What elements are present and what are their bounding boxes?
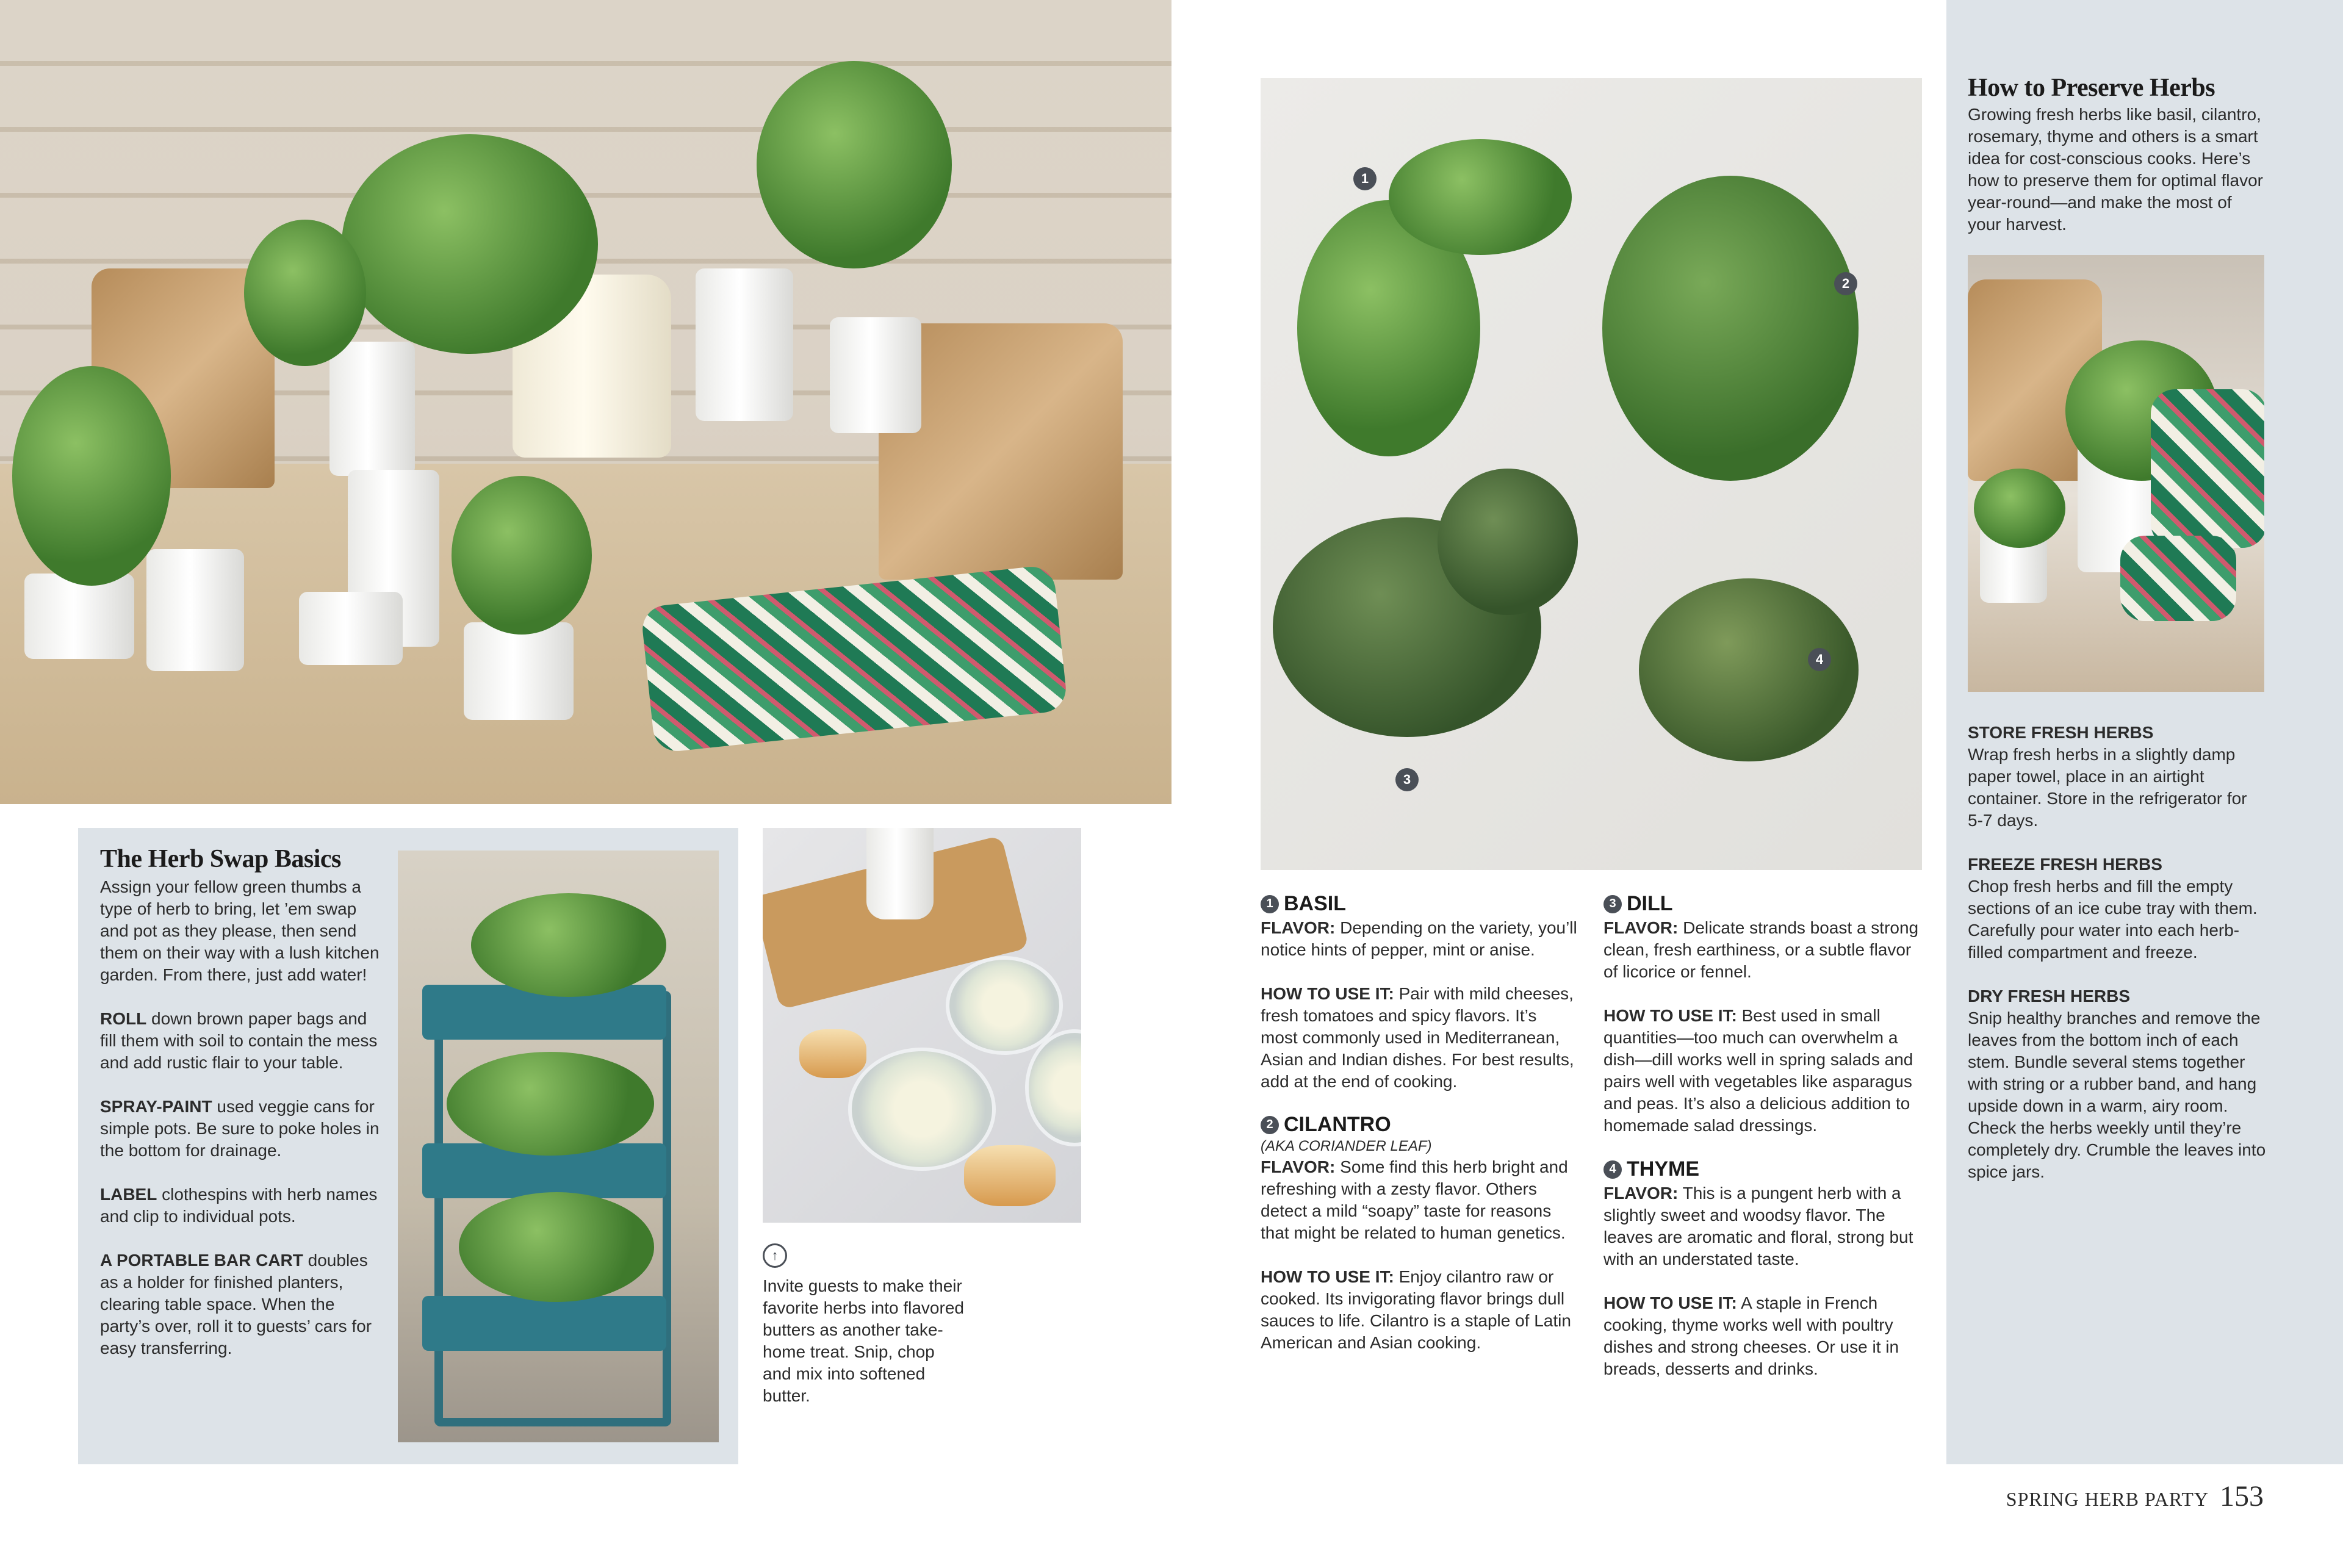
thyme-sprigs — [1639, 578, 1859, 761]
preserve-herbs-intro-block — [1968, 73, 2267, 236]
herb-dill-flavor: FLAVOR: Delicate strands boast a strong clean, fresh earthiness, or a subtle flavor of licorice or fennel. — [1603, 918, 1919, 981]
cart-shelf — [422, 1296, 666, 1351]
herb-varieties-photo — [1261, 78, 1922, 870]
basil-leaves — [1389, 139, 1572, 255]
herb-foliage — [342, 134, 598, 354]
herb-marker-3: 3 — [1395, 768, 1419, 791]
basics-step-label: LABEL clothespins with herb names and clip to individual pots. — [100, 1185, 378, 1226]
herb-foliage — [244, 220, 366, 366]
herb-marker-4: 4 — [1808, 648, 1831, 671]
herb-cilantro-entry — [1261, 1113, 1578, 1376]
method-store-text: Wrap fresh herbs in a slightly damp paper towel, place in an airtight container. Store in the refrigerator for 5-7 days. — [1968, 745, 2247, 830]
white-can-pot — [146, 549, 244, 671]
herb-butter-caption-block — [763, 1243, 964, 1407]
baguette-slice — [964, 1145, 1056, 1206]
herb-marker-2: 2 — [1834, 272, 1857, 295]
basics-step-roll: ROLL down brown paper bags and fill them with soil to contain the mess and add rustic flair to your table. — [100, 1009, 378, 1072]
herb-thyme-entry — [1603, 1157, 1921, 1402]
garden-gloves — [2120, 536, 2236, 621]
page-footer — [2006, 1480, 2264, 1513]
arrow-up-icon: ↑ — [763, 1243, 787, 1268]
page-number: 153 — [2220, 1480, 2264, 1512]
herb-cilantro-title: 2 CILANTRO — [1261, 1113, 1578, 1137]
cilantro-leaves — [1602, 176, 1859, 481]
basics-step-spray-paint: SPRAY-PAINT used veggie cans for simple pots. Be sure to poke holes in the bottom for drainage. — [100, 1097, 380, 1160]
herb-foliage — [459, 1192, 654, 1302]
dill-sprigs — [1438, 469, 1578, 615]
herb-foliage — [12, 366, 171, 586]
herb-dill-title: 3 DILL — [1603, 892, 1921, 916]
method-dry — [1968, 985, 2267, 1183]
white-can-pot — [299, 592, 403, 665]
milk-jug — [866, 828, 934, 919]
preserve-herbs-intro: Growing fresh herbs like basil, cilantro, rosemary, thyme and others is a smart idea for cost-conscious cooks. Here’s how to preserve them for optimal flavor year-round—and make the most of your harvest. — [1968, 105, 2263, 234]
herb-foliage — [757, 61, 952, 268]
herb-basil-entry — [1261, 892, 1578, 1115]
herb-foliage — [471, 893, 666, 997]
white-can-pot — [830, 317, 921, 433]
basics-step-bar-cart: A PORTABLE BAR CART doubles as a holder for finished planters, clearing table space. When the party’s over, roll it to guests’ cars for easy transferring. — [100, 1251, 372, 1358]
herb-foliage — [452, 476, 592, 635]
herb-cilantro-use: HOW TO USE IT: Enjoy cilantro raw or cooked. Its invigorating flavor brings dull sauces to life. Cilantro is a staple of Latin American and Asian cooking. — [1261, 1267, 1571, 1352]
method-freeze — [1968, 854, 2267, 963]
baguette-slice — [799, 1029, 866, 1078]
method-dry-text: Snip healthy branches and remove the leaves from the bottom inch of each stem. Bundle several stems together with string or a rubber band, and hang upside down in a warm, airy room. Check the herbs weekly until they’re completely dry. Crumble the leaves into spice jars. — [1968, 1009, 2266, 1181]
herb-thyme-title: 4 THYME — [1603, 1157, 1921, 1181]
method-freeze-title: FREEZE FRESH HERBS — [1968, 855, 2162, 874]
herb-dill-entry — [1603, 892, 1921, 1159]
herb-swap-basics-text — [100, 844, 387, 1381]
white-can-pot — [464, 622, 574, 720]
herb-foliage — [447, 1052, 654, 1156]
white-can-pot — [696, 268, 793, 421]
herb-butter-caption: Invite guests to make their favorite herbs into flavored butters as another take-home treat. Snip, chop and mix into softened butter. — [763, 1276, 964, 1405]
method-store — [1968, 722, 2267, 832]
herb-dill-use: HOW TO USE IT: Best used in small quantities—too much can overwhelm a dish—dill works well in spring salads and pairs well with vegetables like asparagus and peas. It’s also a delicious addition to homemade salad dressings. — [1603, 1006, 1913, 1135]
herb-basil-use: HOW TO USE IT: Pair with mild cheeses, fresh tomatoes and spicy flavors. It’s most commonly used in Mediterranean, Asian and Indian dishes. For best results, add at the end of cooking. — [1261, 984, 1574, 1091]
herb-cilantro-flavor: FLAVOR: Some find this herb bright and refreshing with a zesty flavor. Others detect a mild “soapy” taste for reasons that might be related to human genetics. — [1261, 1157, 1568, 1242]
garden-gloves — [2151, 389, 2264, 548]
white-can-pot — [24, 574, 134, 659]
thyme-foliage — [1974, 469, 2065, 548]
herb-cilantro-aka: (AKA CORIANDER LEAF) — [1261, 1138, 1432, 1154]
bar-cart-photo — [398, 851, 719, 1442]
herb-basil-title: 1 BASIL — [1261, 892, 1578, 916]
method-store-title: STORE FRESH HERBS — [1968, 723, 2154, 742]
herb-butter-photo — [763, 828, 1081, 1223]
herb-swap-basics-title: The Herb Swap Basics — [100, 845, 341, 873]
herb-swap-basics-intro: Assign your fellow green thumbs a type of herb to bring, let ’em swap and pot as they please, then send them on their way with a lush kitchen garden. From there, just add water! — [100, 877, 380, 984]
preserve-methods — [1968, 722, 2267, 1205]
herb-marker-1: 1 — [1353, 167, 1377, 190]
method-dry-title: DRY FRESH HERBS — [1968, 987, 2131, 1005]
white-can-pot — [329, 342, 415, 476]
method-freeze-text: Chop fresh herbs and fill the empty sections of an ice cube tray with them. Carefully pour water into each herb-filled compartment and freeze. — [1968, 877, 2258, 962]
preserve-herbs-title: How to Preserve Herbs — [1968, 74, 2215, 102]
herb-thyme-use: HOW TO USE IT: A staple in French cooking, thyme works well with poultry dishes and strong cheeses. Or use it in breads, desserts and drinks. — [1603, 1293, 1899, 1378]
section-name: SPRING HERB PARTY — [2006, 1488, 2209, 1510]
potting-thyme-photo — [1968, 255, 2264, 692]
herb-basil-flavor: FLAVOR: Depending on the variety, you’ll notice hints of pepper, mint or anise. — [1261, 918, 1577, 959]
hero-photo-potting-table — [0, 0, 1172, 804]
herb-thyme-flavor: FLAVOR: This is a pungent herb with a slightly sweet and woodsy flavor. The leaves are aromatic and floral, strong but with an understated taste. — [1603, 1184, 1913, 1268]
